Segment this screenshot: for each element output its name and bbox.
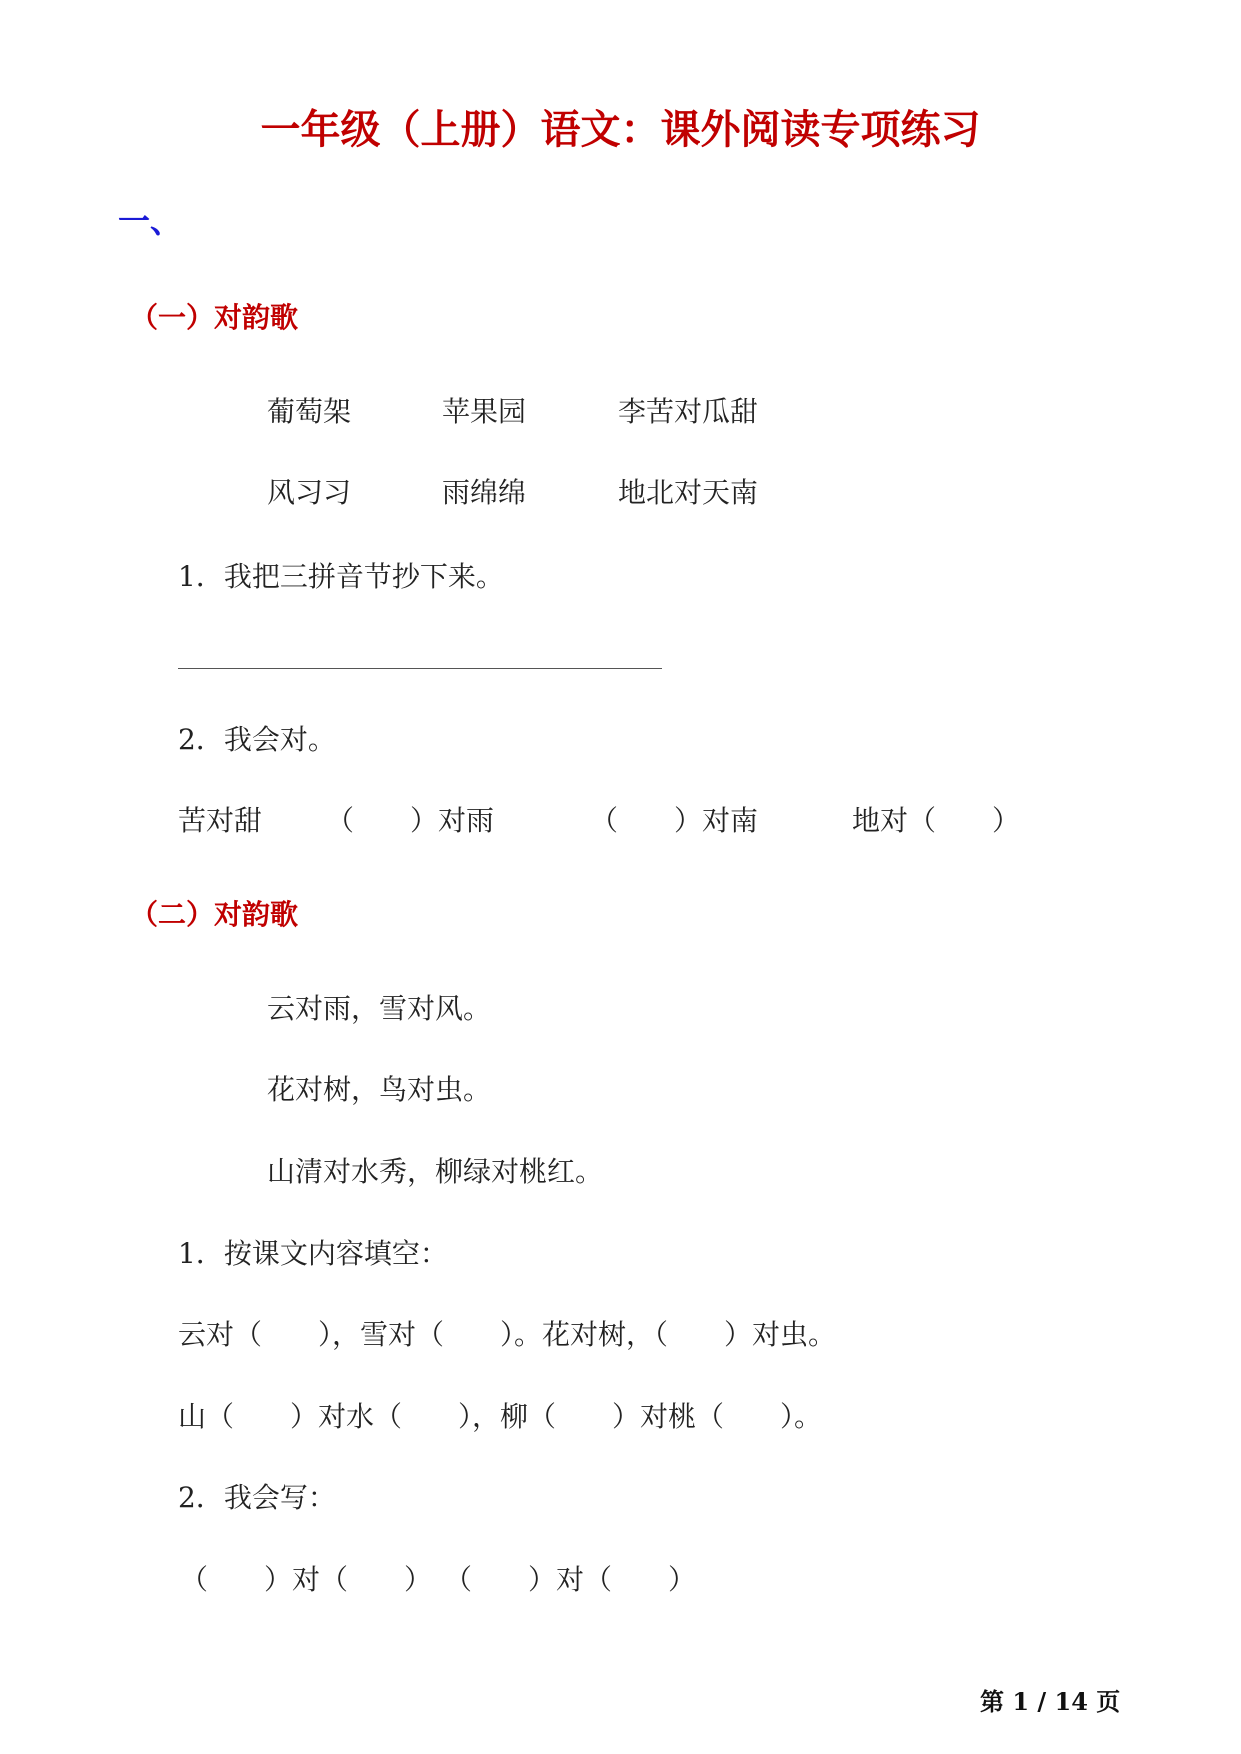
part2-heading: （二）对韵歌 <box>130 898 299 931</box>
pair-2: （ ）对雨 <box>326 804 495 837</box>
write-pair-2: （ ）对（ ） <box>444 1563 697 1596</box>
fill-line-2: 山（ ）对水（ ），柳（ ）对桃（ ）。 <box>178 1400 823 1433</box>
poem1-line2-c: 地北对天南 <box>618 476 759 509</box>
poem2-line1: 云对雨，雪对风。 <box>267 992 492 1025</box>
fill-line-1: 云对（ ），雪对（ ）。花对树，（ ）对虫。 <box>178 1318 837 1351</box>
page-number: 第 1 / 14 页 <box>980 1687 1121 1716</box>
section-number: 一、 <box>118 202 183 240</box>
part1-question1: 1．我把三拼音节抄下来。 <box>178 560 504 593</box>
poem2-line3: 山清对水秀，柳绿对桃红。 <box>267 1155 604 1188</box>
poem1-line1-a: 葡萄架 <box>267 395 352 428</box>
poem1-line2-b: 雨绵绵 <box>442 476 527 509</box>
write-pair-1: （ ）对（ ） <box>180 1563 433 1596</box>
part2-question2: 2．我会写： <box>178 1481 336 1514</box>
part1-heading: （一）对韵歌 <box>130 301 299 334</box>
poem1-line2-a: 风习习 <box>267 476 352 509</box>
pair-1: 苦对甜 <box>178 804 263 837</box>
poem2-line2: 花对树，鸟对虫。 <box>267 1073 492 1106</box>
poem1-line1-c: 李苦对瓜甜 <box>618 395 759 428</box>
pair-4: 地对（ ） <box>852 804 1021 837</box>
answer-line <box>178 668 662 669</box>
pair-3: （ ）对南 <box>590 804 759 837</box>
part1-question2: 2．我会对。 <box>178 723 336 756</box>
poem1-line1-b: 苹果园 <box>442 395 527 428</box>
part2-question1: 1．按课文内容填空： <box>178 1237 448 1270</box>
page-title: 一年级（上册）语文：课外阅读专项练习 <box>260 107 981 153</box>
